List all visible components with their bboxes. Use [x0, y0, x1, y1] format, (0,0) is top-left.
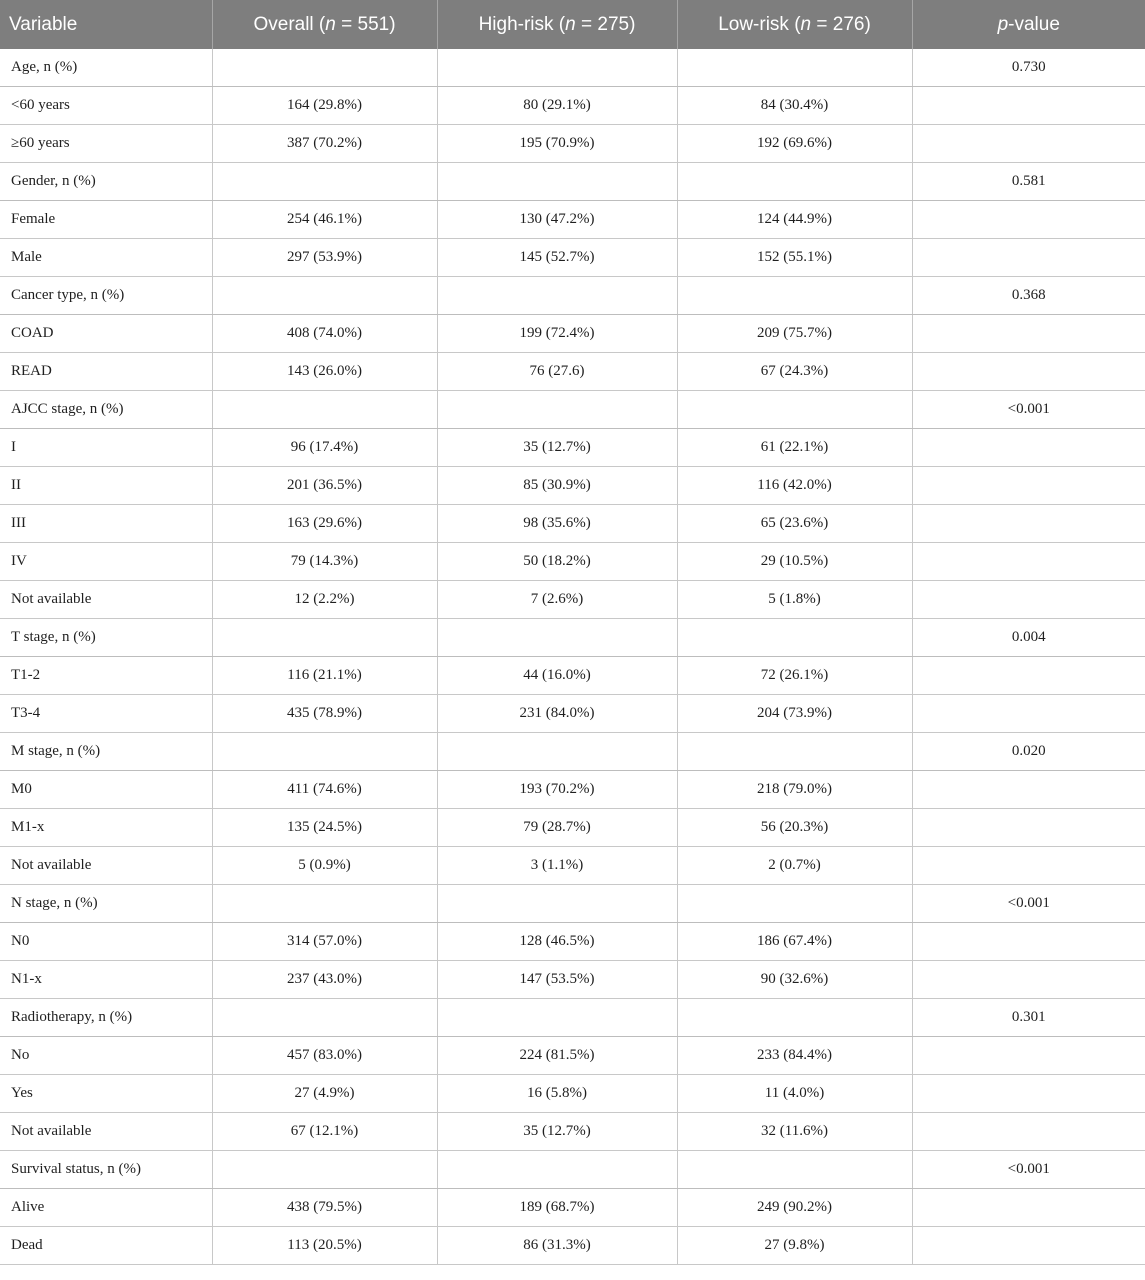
- table-row: [0, 125, 1145, 163]
- cell-high-risk: 231 (84.0%): [437, 695, 677, 733]
- cell-p-value: <0.001: [912, 391, 1145, 429]
- cell-variable: Dead: [0, 1227, 212, 1265]
- cell-high-risk: 7 (2.6%): [437, 581, 677, 619]
- cell-low-risk: 218 (79.0%): [677, 771, 912, 809]
- cell-low-risk: 233 (84.4%): [677, 1037, 912, 1075]
- cell-low-risk: 186 (67.4%): [677, 923, 912, 961]
- cell-p-value: [912, 239, 1145, 277]
- table-row: [0, 657, 1145, 695]
- cell-variable: T stage, n (%): [0, 619, 212, 657]
- table-row: [0, 391, 1145, 429]
- cell-high-risk: [437, 733, 677, 771]
- cell-low-risk: 204 (73.9%): [677, 695, 912, 733]
- cell-variable: II: [0, 467, 212, 505]
- cell-variable: Male: [0, 239, 212, 277]
- cell-low-risk: 124 (44.9%): [677, 201, 912, 239]
- cell-overall: 5 (0.9%): [212, 847, 437, 885]
- table-row: [0, 1075, 1145, 1113]
- cell-overall: 163 (29.6%): [212, 505, 437, 543]
- table-row: [0, 1113, 1145, 1151]
- cell-p-value: 0.301: [912, 999, 1145, 1037]
- cell-variable: Yes: [0, 1075, 212, 1113]
- cell-p-value: [912, 809, 1145, 847]
- table-row: [0, 543, 1145, 581]
- cell-overall: 438 (79.5%): [212, 1189, 437, 1227]
- cell-overall: 457 (83.0%): [212, 1037, 437, 1075]
- table-row: [0, 87, 1145, 125]
- cell-high-risk: 35 (12.7%): [437, 1113, 677, 1151]
- cell-low-risk: 65 (23.6%): [677, 505, 912, 543]
- cell-high-risk: [437, 1151, 677, 1189]
- cell-high-risk: 35 (12.7%): [437, 429, 677, 467]
- cell-p-value: [912, 1113, 1145, 1151]
- cell-low-risk: 32 (11.6%): [677, 1113, 912, 1151]
- cell-overall: 435 (78.9%): [212, 695, 437, 733]
- cell-low-risk: 209 (75.7%): [677, 315, 912, 353]
- cell-p-value: <0.001: [912, 885, 1145, 923]
- cell-p-value: [912, 581, 1145, 619]
- cell-variable: N stage, n (%): [0, 885, 212, 923]
- cell-overall: 297 (53.9%): [212, 239, 437, 277]
- cell-overall: [212, 163, 437, 201]
- cell-p-value: [912, 353, 1145, 391]
- table-row: [0, 49, 1145, 87]
- cell-overall: 12 (2.2%): [212, 581, 437, 619]
- header-overall: Overall (n = 551): [212, 0, 437, 49]
- cell-high-risk: [437, 885, 677, 923]
- cell-high-risk: 193 (70.2%): [437, 771, 677, 809]
- cell-variable: Survival status, n (%): [0, 1151, 212, 1189]
- cell-high-risk: 85 (30.9%): [437, 467, 677, 505]
- table-row: [0, 201, 1145, 239]
- cell-low-risk: 72 (26.1%): [677, 657, 912, 695]
- cell-p-value: [912, 467, 1145, 505]
- cell-p-value: [912, 87, 1145, 125]
- cell-overall: 27 (4.9%): [212, 1075, 437, 1113]
- cell-overall: 113 (20.5%): [212, 1227, 437, 1265]
- cell-high-risk: [437, 619, 677, 657]
- table-row: [0, 239, 1145, 277]
- cell-variable: COAD: [0, 315, 212, 353]
- cell-variable: T1-2: [0, 657, 212, 695]
- cell-overall: 254 (46.1%): [212, 201, 437, 239]
- cell-variable: READ: [0, 353, 212, 391]
- cell-high-risk: 145 (52.7%): [437, 239, 677, 277]
- cell-variable: Not available: [0, 847, 212, 885]
- cell-p-value: [912, 657, 1145, 695]
- cell-low-risk: [677, 999, 912, 1037]
- cell-variable: M1-x: [0, 809, 212, 847]
- table-row: [0, 315, 1145, 353]
- cell-low-risk: [677, 885, 912, 923]
- cell-p-value: [912, 695, 1145, 733]
- table-row: [0, 1227, 1145, 1265]
- cell-variable: Not available: [0, 581, 212, 619]
- cell-low-risk: 84 (30.4%): [677, 87, 912, 125]
- cell-high-risk: 3 (1.1%): [437, 847, 677, 885]
- table-row: [0, 1151, 1145, 1189]
- cell-high-risk: 76 (27.6): [437, 353, 677, 391]
- cell-overall: 237 (43.0%): [212, 961, 437, 999]
- cell-variable: Radiotherapy, n (%): [0, 999, 212, 1037]
- table-row: [0, 505, 1145, 543]
- cell-low-risk: 11 (4.0%): [677, 1075, 912, 1113]
- cell-p-value: [912, 429, 1145, 467]
- header-variable: Variable: [0, 0, 212, 49]
- table-row: [0, 771, 1145, 809]
- cell-high-risk: 224 (81.5%): [437, 1037, 677, 1075]
- cell-overall: 201 (36.5%): [212, 467, 437, 505]
- cell-variable: Age, n (%): [0, 49, 212, 87]
- cell-high-risk: [437, 999, 677, 1037]
- cell-overall: 408 (74.0%): [212, 315, 437, 353]
- cell-low-risk: 27 (9.8%): [677, 1227, 912, 1265]
- cell-p-value: 0.581: [912, 163, 1145, 201]
- cell-overall: [212, 733, 437, 771]
- cell-variable: No: [0, 1037, 212, 1075]
- cell-p-value: [912, 1227, 1145, 1265]
- table-row: [0, 277, 1145, 315]
- cell-overall: [212, 49, 437, 87]
- cell-high-risk: 79 (28.7%): [437, 809, 677, 847]
- cell-overall: 143 (26.0%): [212, 353, 437, 391]
- cell-high-risk: 199 (72.4%): [437, 315, 677, 353]
- cell-high-risk: [437, 163, 677, 201]
- cell-low-risk: 5 (1.8%): [677, 581, 912, 619]
- table-row: [0, 581, 1145, 619]
- cell-variable: M stage, n (%): [0, 733, 212, 771]
- header-high-risk: High-risk (n = 275): [437, 0, 677, 49]
- table-row: [0, 619, 1145, 657]
- cell-low-risk: 56 (20.3%): [677, 809, 912, 847]
- cell-low-risk: 152 (55.1%): [677, 239, 912, 277]
- table-row: [0, 999, 1145, 1037]
- cell-overall: [212, 999, 437, 1037]
- cell-p-value: [912, 543, 1145, 581]
- header-row: [0, 0, 1145, 49]
- cell-low-risk: [677, 163, 912, 201]
- cell-high-risk: [437, 277, 677, 315]
- cell-overall: [212, 619, 437, 657]
- cell-high-risk: 130 (47.2%): [437, 201, 677, 239]
- table-row: [0, 467, 1145, 505]
- table-row: [0, 809, 1145, 847]
- cell-p-value: 0.020: [912, 733, 1145, 771]
- cell-overall: [212, 1151, 437, 1189]
- cell-p-value: <0.001: [912, 1151, 1145, 1189]
- table-row: [0, 1037, 1145, 1075]
- cell-high-risk: 147 (53.5%): [437, 961, 677, 999]
- cell-p-value: [912, 201, 1145, 239]
- cell-low-risk: [677, 49, 912, 87]
- cell-high-risk: 98 (35.6%): [437, 505, 677, 543]
- cell-p-value: [912, 125, 1145, 163]
- table-row: [0, 695, 1145, 733]
- header-p-value: p-value: [912, 0, 1145, 49]
- cell-overall: 411 (74.6%): [212, 771, 437, 809]
- cell-p-value: [912, 847, 1145, 885]
- cell-p-value: 0.368: [912, 277, 1145, 315]
- cell-variable: N1-x: [0, 961, 212, 999]
- cell-variable: IV: [0, 543, 212, 581]
- table-row: [0, 961, 1145, 999]
- cell-p-value: [912, 961, 1145, 999]
- cell-overall: 135 (24.5%): [212, 809, 437, 847]
- cell-overall: 164 (29.8%): [212, 87, 437, 125]
- table-row: [0, 885, 1145, 923]
- cell-p-value: [912, 771, 1145, 809]
- table-row: [0, 429, 1145, 467]
- cell-p-value: [912, 505, 1145, 543]
- cell-variable: Alive: [0, 1189, 212, 1227]
- cell-overall: 116 (21.1%): [212, 657, 437, 695]
- cell-variable: Gender, n (%): [0, 163, 212, 201]
- cell-overall: 387 (70.2%): [212, 125, 437, 163]
- cell-variable: Cancer type, n (%): [0, 277, 212, 315]
- header-low-risk: Low-risk (n = 276): [677, 0, 912, 49]
- cell-low-risk: 249 (90.2%): [677, 1189, 912, 1227]
- cell-variable: <60 years: [0, 87, 212, 125]
- cell-low-risk: 29 (10.5%): [677, 543, 912, 581]
- cell-overall: 96 (17.4%): [212, 429, 437, 467]
- cell-overall: [212, 277, 437, 315]
- cell-p-value: 0.004: [912, 619, 1145, 657]
- cell-low-risk: 67 (24.3%): [677, 353, 912, 391]
- cell-variable: N0: [0, 923, 212, 961]
- cell-overall: [212, 391, 437, 429]
- cell-low-risk: 116 (42.0%): [677, 467, 912, 505]
- cell-low-risk: 192 (69.6%): [677, 125, 912, 163]
- table-row: [0, 163, 1145, 201]
- cell-overall: 79 (14.3%): [212, 543, 437, 581]
- table-header: [0, 0, 1145, 49]
- cell-high-risk: 195 (70.9%): [437, 125, 677, 163]
- cell-low-risk: [677, 733, 912, 771]
- cell-high-risk: 80 (29.1%): [437, 87, 677, 125]
- cell-p-value: [912, 1189, 1145, 1227]
- cell-low-risk: 2 (0.7%): [677, 847, 912, 885]
- cell-p-value: [912, 1037, 1145, 1075]
- cell-variable: ≥60 years: [0, 125, 212, 163]
- cell-variable: Female: [0, 201, 212, 239]
- cell-p-value: [912, 1075, 1145, 1113]
- cell-low-risk: [677, 1151, 912, 1189]
- cell-variable: M0: [0, 771, 212, 809]
- cell-low-risk: [677, 391, 912, 429]
- table-row: [0, 353, 1145, 391]
- cell-low-risk: 61 (22.1%): [677, 429, 912, 467]
- table-row: [0, 733, 1145, 771]
- cell-high-risk: 86 (31.3%): [437, 1227, 677, 1265]
- cell-p-value: 0.730: [912, 49, 1145, 87]
- cell-variable: Not available: [0, 1113, 212, 1151]
- cell-high-risk: 44 (16.0%): [437, 657, 677, 695]
- cell-high-risk: 128 (46.5%): [437, 923, 677, 961]
- cell-high-risk: [437, 49, 677, 87]
- cell-low-risk: 90 (32.6%): [677, 961, 912, 999]
- table-body: [0, 49, 1145, 1265]
- cell-variable: T3-4: [0, 695, 212, 733]
- cell-low-risk: [677, 619, 912, 657]
- table-row: [0, 1189, 1145, 1227]
- cell-variable: I: [0, 429, 212, 467]
- table-row: [0, 923, 1145, 961]
- cell-high-risk: 50 (18.2%): [437, 543, 677, 581]
- cell-overall: 67 (12.1%): [212, 1113, 437, 1151]
- cell-variable: AJCC stage, n (%): [0, 391, 212, 429]
- cell-p-value: [912, 315, 1145, 353]
- table-row: [0, 847, 1145, 885]
- cell-high-risk: 189 (68.7%): [437, 1189, 677, 1227]
- cell-variable: III: [0, 505, 212, 543]
- cell-overall: [212, 885, 437, 923]
- cell-overall: 314 (57.0%): [212, 923, 437, 961]
- cell-high-risk: [437, 391, 677, 429]
- cell-p-value: [912, 923, 1145, 961]
- cell-high-risk: 16 (5.8%): [437, 1075, 677, 1113]
- cell-low-risk: [677, 277, 912, 315]
